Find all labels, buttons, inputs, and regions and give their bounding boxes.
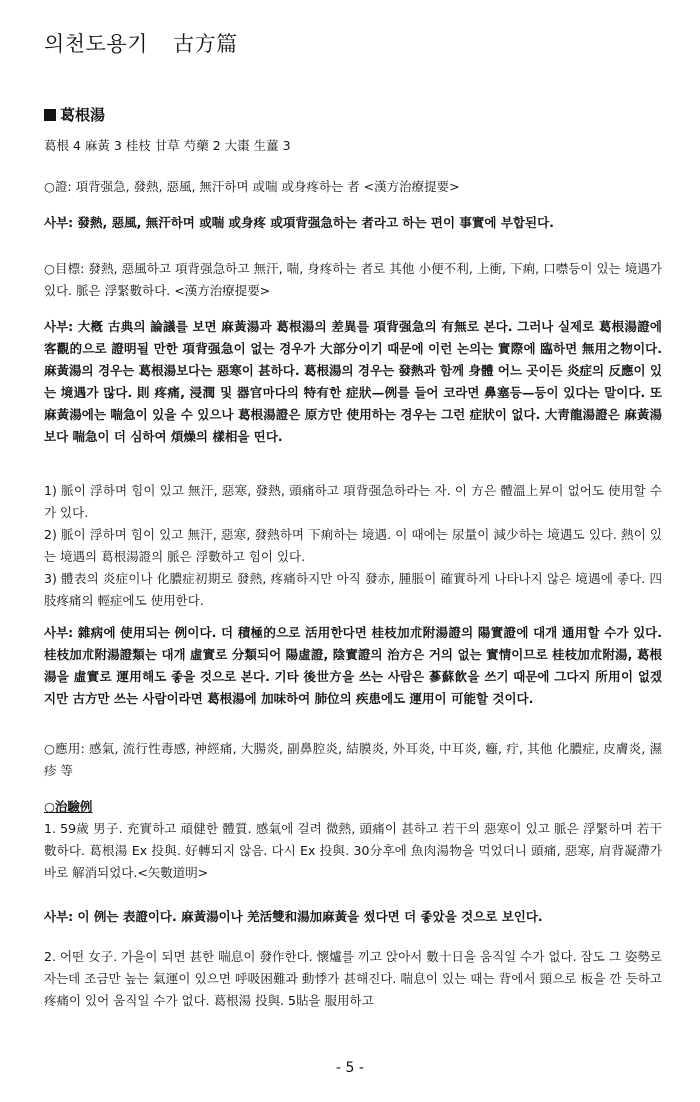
- page-number: - 5 -: [336, 1060, 364, 1076]
- prescription-formula: 葛根 4 麻黃 3 桂枝 甘草 芍藥 2 大棗 生薑 3: [44, 138, 291, 153]
- list-item: 2) 脈이 浮하며 힘이 있고 無汗, 惡寒, 發熱하며 下痢하는 境遇. 이 때에는 尿量이 減少하는 境遇도 있다. 熱이 있는 境遇의 葛根湯證의 脈은 浮數하고 힘이 있다.: [44, 527, 662, 564]
- list-items: [44, 480, 662, 612]
- paragraph-text: ○證: 項背强急, 發熱, 惡風, 無汗하며 或喘 或身疼하는 者 <漢方治療提要>: [44, 179, 460, 194]
- paragraph-text: 사부: 發熱, 惡風, 無汗하며 或喘 或身疼 或項背强急하는 者라고 하는 편이 事實에 부합된다.: [44, 215, 554, 230]
- paragraph-target: [44, 258, 662, 302]
- case-examples-heading: ○治驗例: [44, 799, 93, 814]
- paragraph-text: ○目標: 發熱, 惡風하고 項背强急하고 無汗, 喘, 身疼하는 者로 其他 小便不利, 上衝, 下痢, 口噤등이 있는 境遇가 있다. 脈은 浮緊數하다. <漢方治療提要>: [44, 261, 662, 298]
- list-item: 3) 體表의 炎症이나 化膿症初期로 發熱, 疼痛하지만 아직 發赤, 腫脹이 確實하게 나타나지 않은 境遇에 좋다. 四肢疼痛의 輕症에도 使用한다.: [44, 571, 662, 608]
- case-examples: [44, 796, 662, 884]
- paragraph-symptoms: [44, 176, 662, 198]
- paragraph-text: 사부: 이 例는 表證이다. 麻黃湯이나 羌活雙和湯加麻黃을 썼다면 더 좋았을 것으로 보인다.: [44, 909, 543, 924]
- paragraph-commentary: [44, 906, 662, 928]
- paragraph-text: 사부: 大槪 古典의 論議를 보면 麻黃湯과 葛根湯의 差異를 項背强急의 有無로 본다. 그러나 실제로 葛根湯證에 客觀的으로 證明될 만한 項背强急이 없는 경우가 大部分이기 때문에 이런 논의는 實際에 臨하면 無用之物이다. 麻黃湯의 경우는 葛根湯보다는 惡寒이 甚하다. 葛根湯의 경우는 發熱과 함께 身體 어느 곳이든 炎症의 反應이 있는 境遇가 많다. 則 疼痛, 浸潤 및 器官마다의 特有한 症狀—例를 들어 코라면 鼻塞등—등이 있다는 말이다. 또 麻黃湯에는 喘急이 있을 수 있으나 葛根湯證은 原方만 使用하는 경우는 그런 症狀이 없다. 大靑龍湯證은 麻黃湯보다 喘急이 더 심하여 煩燥의 樣相을 띤다.: [44, 319, 662, 444]
- paragraph-text: 2. 어떤 女子. 가을이 되면 甚한 喘息이 發作한다. 懷爐를 끼고 앉아서 數十日을 움직일 수가 없다. 잠도 그 姿勢로 자는데 조금만 높는 氣運이 있으면 呼吸困難과 動悸가 甚해진다. 喘息이 있는 때는 背에서 頸으로 板을 깐 듯하고 疼痛이 있어 움직일 수가 없다. 葛根湯 投與. 5貼을 服用하고: [44, 949, 662, 1008]
- square-bullet-icon: [44, 109, 56, 121]
- paragraph-commentary: [44, 316, 662, 448]
- paragraph-applications: [44, 738, 662, 782]
- section-title-text: 葛根湯: [60, 106, 106, 124]
- list-item: 1) 脈이 浮하며 힘이 있고 無汗, 惡寒, 發熱, 頭痛하고 項背强急하라는 자. 이 方은 體溫上昇이 없어도 使用할 수가 있다.: [44, 483, 662, 520]
- paragraph-text: ○應用: 感氣, 流行性毒感, 神經痛, 大腸炎, 副鼻腔炎, 結膜炎, 外耳炎, 中耳炎, 癰, 疔, 其他 化膿症, 皮膚炎, 濕疹 等: [44, 741, 662, 778]
- page-header: [44, 28, 238, 58]
- book-name: 의천도용기: [44, 32, 148, 56]
- paragraph-text: 사부: 雜病에 使用되는 例이다. 더 積極的으로 活用한다면 桂枝加朮附湯證의 陽實證에 대개 通用할 수가 있다. 桂枝加朮附湯證類는 대개 虛實로 分類되어 陽虛證, 陰實證의 治方은 거의 없는 實情이므로 桂枝加朮附湯, 葛根湯을 虛實로 運用해도 좋을 것으로 본다. 기타 後世方을 쓰는 사람은 蔘蘇飮을 쓰기 때문에 그다지 所用이 없겠지만 古方만 쓰는 사람이라면 葛根湯에 加味하여 肺位의 疾患에도 運用이 可能할 것이다.: [44, 625, 662, 706]
- paragraph-commentary: [44, 212, 662, 234]
- chapter-name: 古方篇: [173, 32, 238, 56]
- paragraph-commentary: [44, 622, 662, 710]
- case-example: 1. 59歲 男子. 充實하고 頑健한 體質. 感氣에 걸려 微熱, 頭痛이 甚하고 若干의 惡寒이 있고 脈은 浮緊하며 若干 數하다. 葛根湯 Ex 投與. 好轉되지 않음. 다시 Ex 投與. 30分후에 魚肉湯物을 먹었더니 頭痛, 惡寒, 肩背凝滯가 바로 解消되었다.<矢數道明>: [44, 821, 662, 880]
- section-title: [44, 104, 105, 125]
- case-example: [44, 946, 662, 1012]
